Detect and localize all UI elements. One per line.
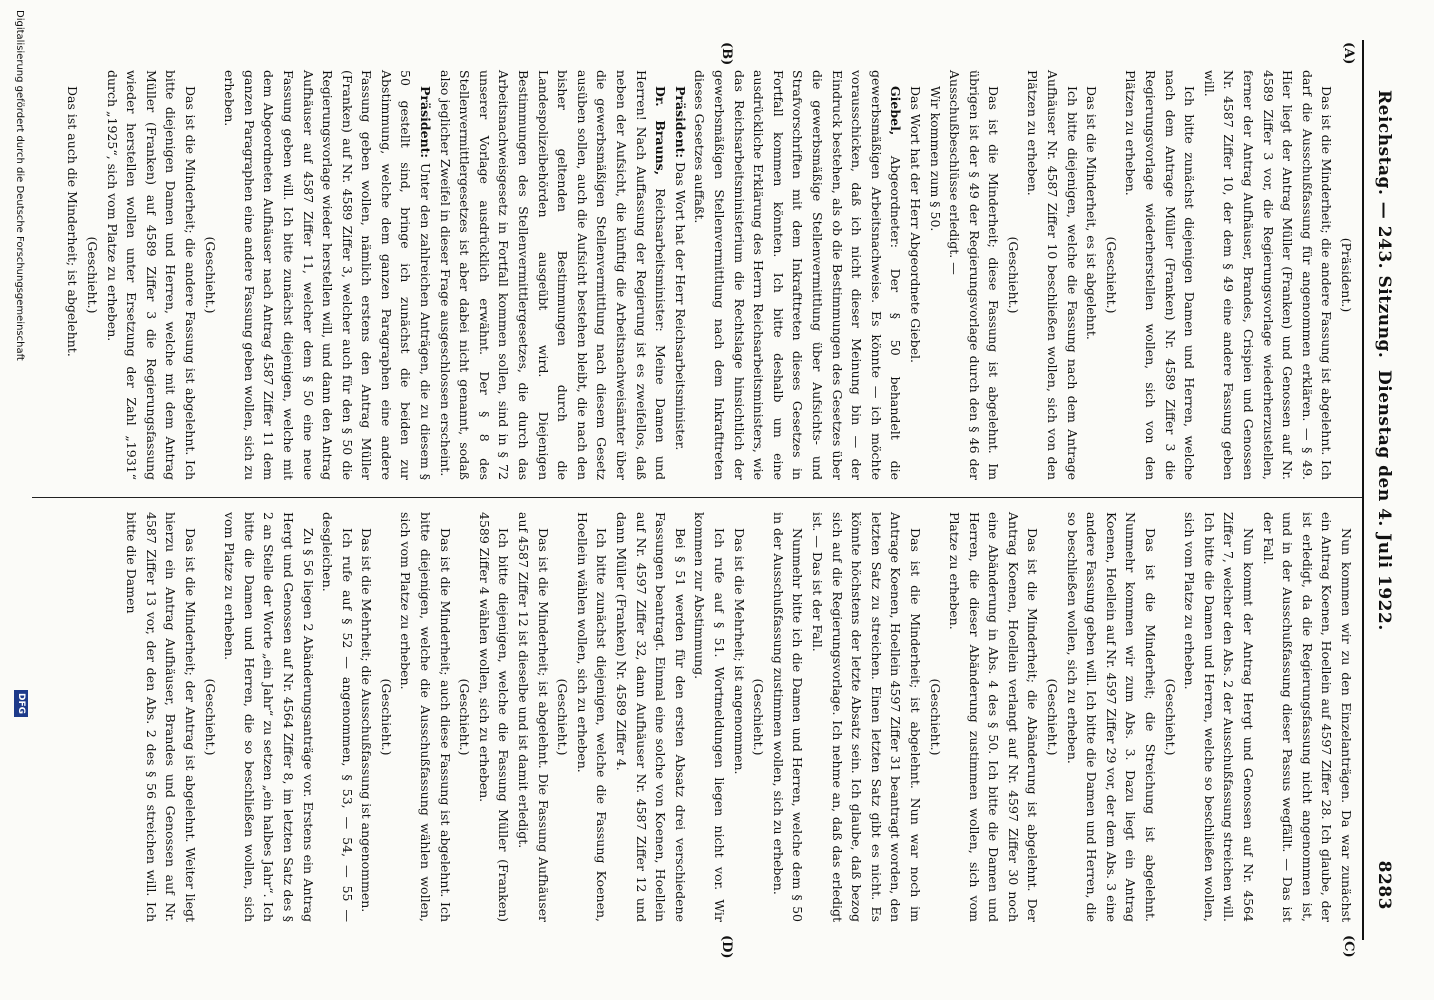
- digitization-footer: [9, 0, 39, 1000]
- dfg-logo: DFG: [14, 690, 28, 717]
- right-column: [122, 512, 1356, 922]
- stage-direction: (Geschieht.): [202, 236, 218, 314]
- paragraph: Ich rufe auf § 51. Wortmeldungen liegen nicht vor. Wir kommen zur Abstimmung.: [692, 512, 727, 922]
- paragraph: Das ist die Minderheit; diese Fassung ist abgelehnt. Im übrigen ist der § 49 der Regierungsvorlage durch den § 46 der Ausschußbeschlüsse erledigt. —: [947, 70, 1002, 480]
- paragraph: Ich bitte diejenigen, welche die Fassung Müller (Franken) 4589 Ziffer 4 wählen wollen, sich zu erheben.: [476, 512, 512, 922]
- speech-text: Das Wort hat der Herr Reichsarbeitsminister.: [672, 162, 688, 451]
- paragraph: Bei § 51 werden für den ersten Absatz drei verschiedene Fassungen beantragt. Einmal eine solche von Koenen, Hoellein auf Nr. 4597 Ziffer 32, dann Aufhäuser Nr. 4587 Ziffer 12 und dann Müller (Franken) Nr. 4589 Ziffer 4.: [614, 512, 688, 922]
- speech-paragraph: [220, 70, 436, 480]
- paragraph: Nunmehr bitte ich die Damen und Herren, welche dem § 50 in der Ausschußfassung zustimmen wollen, sich zu erheben.: [770, 512, 806, 922]
- margin-mark-c: (C): [1341, 935, 1356, 958]
- header-left: Reichstag. — 243. Sitzung.: [1374, 90, 1394, 359]
- stage-direction: (Geschieht.): [751, 678, 767, 756]
- page-header: [1364, 90, 1394, 910]
- paragraph: Das ist die Minderheit; auch diese Fassung ist abgelehnt. Ich bitte diejenigen, welche die Ausschußfassung wählen wollen, sich vom Platze zu erheben.: [398, 512, 453, 922]
- speaker-name: Präsident:: [418, 86, 434, 159]
- margin-mark-a: (A): [1341, 42, 1356, 65]
- stage-direction: (Geschieht.): [1005, 236, 1021, 314]
- stage-direction: (Geschieht.): [457, 678, 473, 756]
- speech-text: Unter den zahlreichen Anträgen, die zu diesem § 50 gestellt sind, bringe ich zunächst die beiden zur Abstimmung, welche dem ganzen Paragraphen eine andere Fassung geben wollen, nämlich erstens den Antrag Müller (Franken) auf Nr. 4589 Ziffer 3, welcher auch für den § 50 die Regierungsvorlage wieder herstellen will, und dann den Antrag Aufhäuser auf 4587 Ziffer 11, welcher dem § 50 eine neue Fassung geben will. Ich bitte zunächst diejenigen, welche mit dem Abgeordneten Aufhäuser nach Antrag 4587 Ziffer 11 dem ganzen Paragraphen eine andere Fassung geben wollen, sich zu erheben.: [222, 70, 434, 481]
- paragraph: Das ist die Minderheit; die Abänderung ist abgelehnt. Der Antrag Koenen, Hoellein verlangt auf Nr. 4597 Ziffer 30 noch eine Abänderung in Abs. 4 des § 50. Ich bitte die Damen und Herren, die dieser Abänderung zustimmen wollen, sich vom Platze zu erheben.: [947, 512, 1041, 922]
- speaker-name: Giebel,: [888, 86, 904, 136]
- margin-mark-d: (D): [719, 935, 734, 959]
- paragraph: Nun kommen wir zu den Einzelanträgen. Da war zunächst ein Antrag Koenen, Hoellein auf 4597 Ziffer 28. Ich glaube, der ist erledigt, da die Regierungsfassung nicht angenommen ist, und in der Ausschußfassung dieser Passus wegfällt. — Das ist der Fall.: [1260, 512, 1354, 922]
- paragraph: Das ist die Minderheit; der Antrag ist abgelehnt. Weiter liegt hierzu ein Antrag Aufhäuser, Brandes und Genossen auf Nr. 4587 Ziffer 13 vor, der den Abs. 2 des § 56 streichen will. Ich bitte die Damen: [124, 512, 198, 922]
- speech-paragraph: [690, 70, 906, 480]
- speech-paragraph: [435, 70, 670, 480]
- paragraph: Das ist die Minderheit, es ist abgelehnt.: [1084, 86, 1100, 340]
- stage-direction: (Geschieht.): [378, 678, 394, 756]
- speech-text: Abgeordneter: Der § 50 behandelt die gewerbsmäßigen Arbeitsnachweise. Es könnte — ich möchte vorausschicken, daß ich nicht dieser Meinung bin — der Eindruck bestehen, als ob die Bestimmungen des Gesetzes über die gewerbsmäßige Stellenvermittlung über Aufsichts- und Strafvorschriften mit dem Inkrafttreten dieses Gesetzes in Fortfall kommen könnten. Ich bitte deshalb um eine ausdrückliche Erklärung des Herrn Reichsarbeitsministers, wie das Reichsarbeitsministerium die Rechtslage hinsichtlich der gewerbsmäßigen Stellenvermittlung nach dem Inkrafttreten dieses Gesetzes auffaßt.: [692, 70, 904, 480]
- stage-direction: (Präsident.): [1339, 237, 1354, 313]
- paragraph: Ich bitte diejenigen, welche die Fassung nach dem Antrage Aufhäuser Nr. 4587 Ziffer 10 beschließen wollen, sich von den Plätzen zu erheben.: [1025, 70, 1080, 480]
- margin-mark-b: (B): [719, 42, 734, 66]
- paragraph: Das ist die Mehrheit; ist angenommen.: [731, 528, 747, 775]
- paragraph: Ich bitte zunächst diejenigen, welche die Fassung Koenen, Hoellein wählen wollen, sich zu erheben.: [574, 512, 610, 922]
- page-number: 8283: [1374, 860, 1394, 910]
- stage-direction: (Geschieht.): [202, 678, 218, 756]
- stage-direction: (Geschieht.): [1045, 678, 1061, 756]
- column-divider: [32, 497, 1362, 498]
- footer-text: Digitalisierung gefördert durch die Deutsche Forschungsgemeinschaft: [14, 10, 25, 361]
- paragraph: Ich rufe auf § 52 — angenommen, § 53, — 54, — 55 — desgleichen.: [320, 512, 355, 922]
- paragraph: Das ist die Minderheit; die andere Fassung ist abgelehnt. Ich darf die Ausschußfassung für angenommen erklären. — § 49. Hier liegt der Antrag Müller (Franken) und Genossen auf Nr. 4589 Ziffer 3 vor, die Regierungsvorlage wiederherzustellen, ferner der Antrag Aufhäuser, Brandes, Crispien und Genossen Nr. 4587 Ziffer 10, der dem § 49 eine andere Fassung geben will.: [1201, 70, 1335, 480]
- header-date: Dienstag den 4. Juli 1922.: [1374, 370, 1394, 631]
- paragraph: Nun kommt der Antrag Hergt und Genossen auf Nr. 4564 Ziffer 7, welcher den Abs. 2 der Ausschußfassung streichen will. Ich bitte die Damen und Herren, welche so beschließen wollen, sich vom Platze zu erheben.: [1182, 512, 1257, 922]
- speech-paragraph: [670, 70, 690, 480]
- paragraph: Zu § 56 liegen 2 Abänderungsanträge vor. Erstens ein Antrag Hergt und Genossen auf Nr. 4564 Ziffer 8, im letzten Satz des § 2 an Stelle der Worte „ein Jahr“ zu setzen „ein halbes Jahr“. Ich bitte die Damen und Herren, die so beschließen wollen, sich vom Platze zu erheben.: [222, 512, 316, 922]
- paragraph: Das ist die Minderheit; ist abgelehnt. Nun war noch im Antrage Koenen, Hoellein 4597 Ziffer 31 beantragt worden, den letzten Satz zu streichen. Einen letzten Satz gibt es nicht. Es könnte höchstens der letzte Absatz sein. Ich glaube, daß bezog sich auf die Regierungsvorlage. Ich nehme an, daß das erledigt ist. — Das ist der Fall.: [809, 512, 923, 922]
- speaker-name: Präsident:: [672, 86, 688, 159]
- paragraph: Wir kommen zum § 50.: [927, 86, 943, 232]
- stage-direction: (Geschieht.): [927, 678, 943, 756]
- paragraph: Das ist die Mehrheit; die Ausschußfassung ist angenommen.: [359, 528, 375, 913]
- left-column: [63, 70, 1356, 480]
- speaker-name: Dr. Brauns,: [653, 86, 669, 176]
- paragraph: Das ist die Minderheit; ist abgelehnt. Die Fassung Aufhäuser auf 4587 Ziffer 12 ist dieselbe und ist damit erledigt.: [516, 512, 551, 922]
- header-rule: [1362, 40, 1364, 940]
- stage-direction: (Geschieht.): [1162, 678, 1178, 756]
- paragraph: Das ist die Minderheit; die andere Fassung ist abgelehnt. Ich bitte diejenigen Damen und Herren, welche mit dem Antrag Müller (Franken) auf 4589 Ziffer 3 die Regierungsfassung wieder herstellen wollen unter Ersetzung der Zahl „1931“ durch „1925“, sich vom Platze zu erheben.: [104, 70, 198, 480]
- paragraph: Das ist die Minderheit; die Streichung ist abgelehnt. Nunmehr kommen wir zum Abs. 3. Dazu liegt ein Antrag Koenen, Hoellein auf Nr. 4597 Ziffer 29 vor, der dem Abs. 3 eine andere Fassung geben will. Ich bitte die Damen und Herren, die so beschließen wollen, sich zu erheben.: [1064, 512, 1159, 922]
- paragraph: Das Wort hat der Herr Abgeordnete Giebel.: [907, 86, 923, 363]
- speech-text: Reichsarbeitsminister: Meine Damen und Herren! Nach Auffassung der Regierung ist es zweifellos, daß neben der Aufsicht, die künftig die Arbeitsnachweisämter über die gewerbsmäßigen Stellenvermittlung nach diesem Gesetz ausüben sollen, auch die Aufsicht bestehen bleibt, die nach den bisher geltenden Bestimmungen durch die Landespolizeibehörden ausgeübt wird. Diejenigen Bestimmungen des Stellenvermittlergesetzes, die durch das Arbeitsnachweisgesetz in Fortfall kommen sollen, sind in § 72 unserer Vorlage ausdrücklich erwähnt. Der § 8 des Stellenvermittlergesetzes ist aber dabei nicht genannt, sodaß also jeglicher Zweifel in dieser Frage ausgeschlossen erscheint.: [437, 70, 669, 480]
- paragraph: Ich bitte zunächst diejenigen Damen und Herren, welche nach dem Antrage Müller (Franken) Nr. 4589 Ziffer 3 die Regierungsvorlage wiederherstellen wollen, sich von den Plätzen zu erheben.: [1123, 70, 1198, 480]
- stage-direction: (Geschieht.): [1103, 236, 1119, 314]
- paragraph: Das ist auch die Minderheit; ist abgelehnt.: [65, 86, 81, 357]
- stage-direction: (Geschieht.): [85, 236, 100, 314]
- stage-direction: (Geschieht.): [555, 678, 571, 756]
